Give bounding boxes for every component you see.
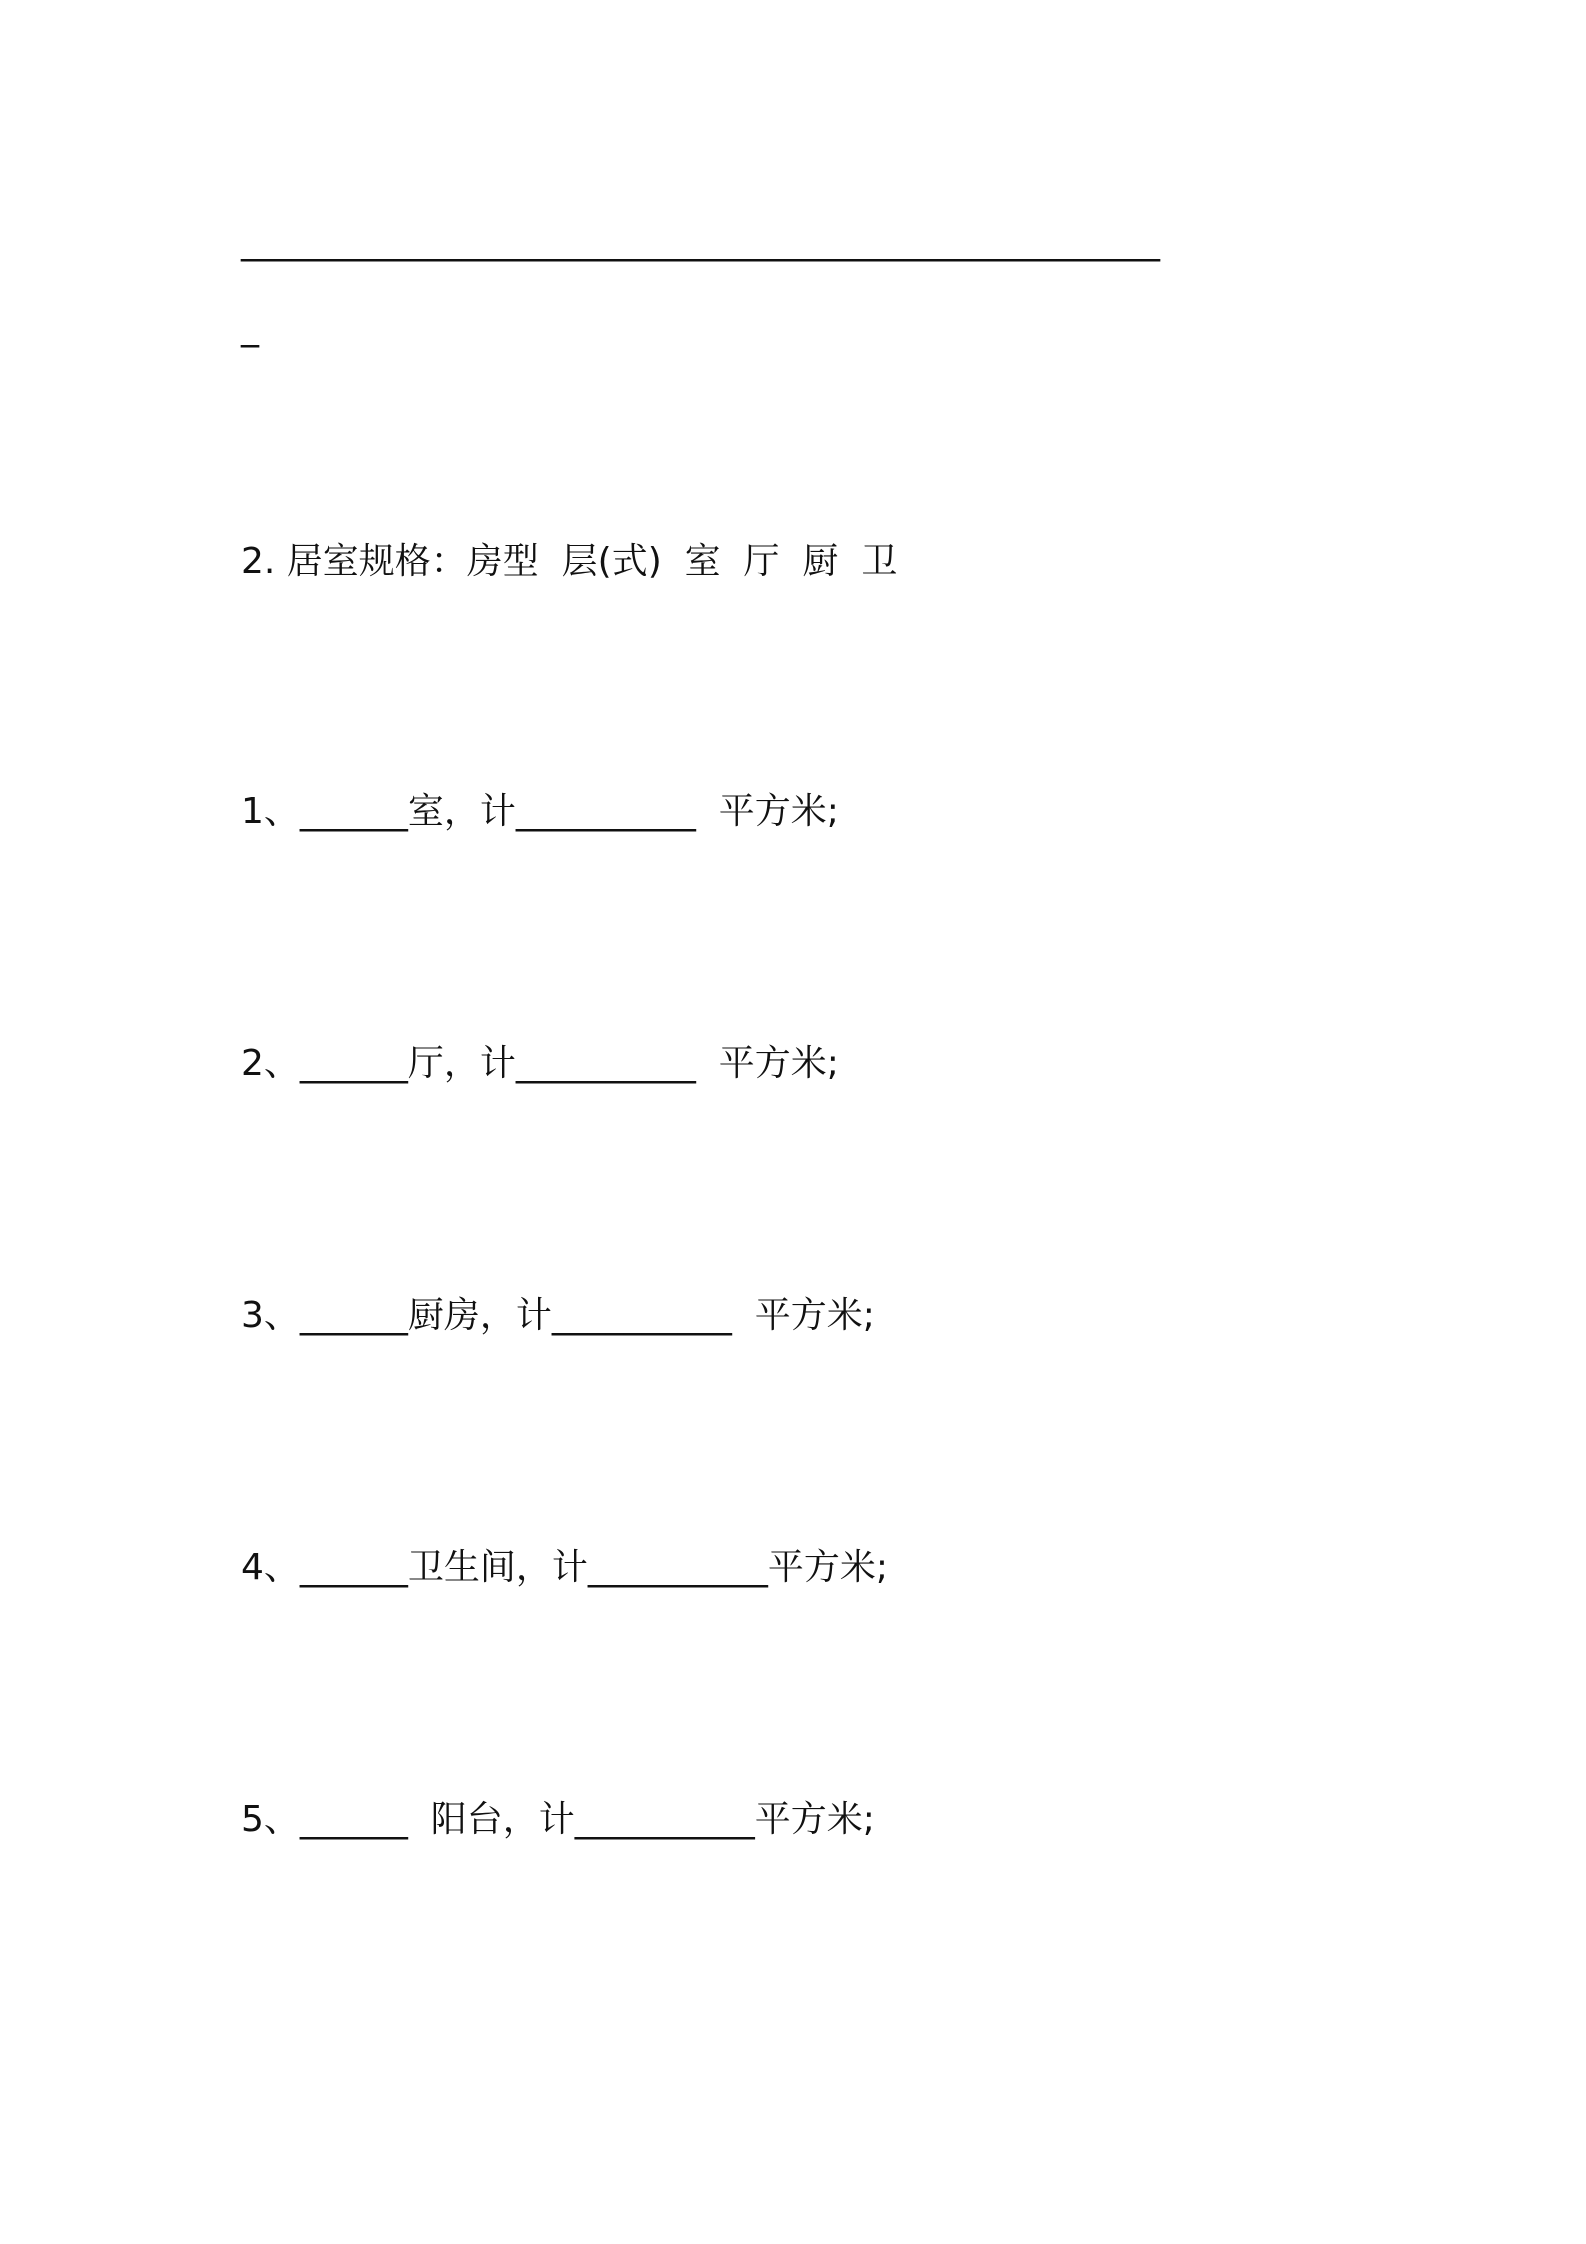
- list-item-bathroom: 4、______卫生间，计__________平方米;: [241, 1547, 889, 1588]
- list-item-balcony: 5、______ 阳台，计__________平方米;: [241, 1799, 875, 1840]
- blank-fill-line: ______________________________________________________: [241, 221, 1159, 262]
- list-item-kitchen: 3、______厨房，计__________ 平方米;: [241, 1295, 875, 1336]
- blank-fill-line-continuation: _: [241, 307, 258, 348]
- section-heading: 2. 居室规格：房型 层(式) 室 厅 厨 卫: [241, 541, 898, 582]
- list-item-hall: 2、______厅，计__________ 平方米;: [241, 1043, 839, 1084]
- list-item-room: 1、______室，计__________ 平方米;: [241, 791, 839, 832]
